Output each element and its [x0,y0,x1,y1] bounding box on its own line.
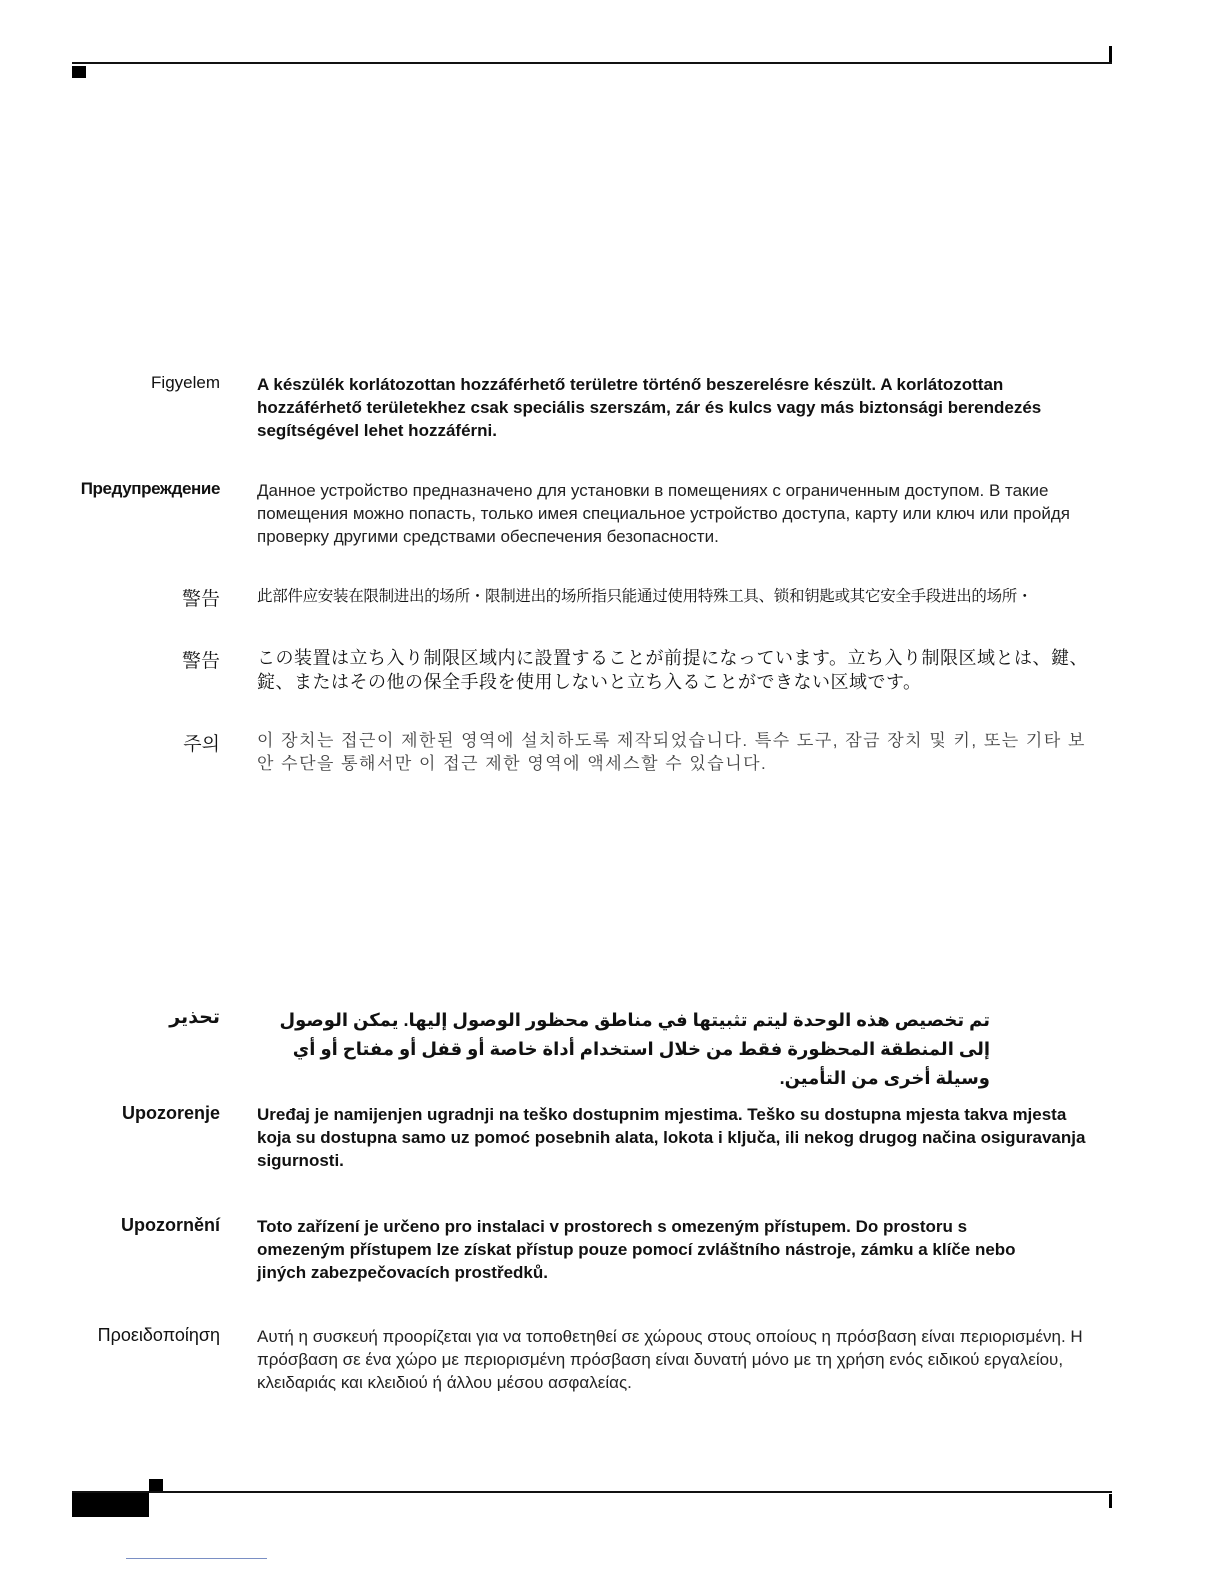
warning-text: 이 장치는 접근이 제한된 영역에 설치하도록 제작되었습니다. 특수 도구, 잠금 장치 및 키, 또는 기타 보안 수단을 통해서만 이 접근 제한 영역에 액세스할 수 있습니다. [257,731,1086,773]
warning-text: Uređaj je namijenjen ugradnji na teško dostupnim mjestima. Teško su dostupna mjesta takva mjesta koja su dostupna samo uz pomoć posebnih alata, lokota i ključa, ili nekog drugog načina osiguravanja sigurnosti. [257,1105,1086,1170]
warning-label: 警告 [181,651,220,672]
warning-text: Данное устройство предназначено для установки в помещениях с ограниченным доступом. В такие помещения можно попасть, только имея специальное устройство доступа, карту или ключ или пройдя проверку другими средствами обеспечения безопасности. [257,481,1070,546]
header-rule [72,62,1112,64]
warning-label: Figyelem [151,373,220,392]
warning-label: 주의 [183,734,220,755]
footer-link-underline [126,1558,267,1559]
warning-label: Προειδοποίηση [97,1325,220,1345]
warning-label: تحذير [169,1007,220,1028]
warning-label: Upozorenje [121,1103,220,1123]
warning-text: A készülék korlátozottan hozzáférhető területre történő beszerelésre készült. A korlátozottan hozzáférhető területekhez csak speciális szerszám, zár és kulcs vagy más biztonsági berendezés segítségével lehet hozzáférni. [257,375,1042,440]
footer-tick-mark [1109,1494,1112,1508]
warning-label: Предупреждение [80,479,220,498]
warning-label: Upozornění [121,1215,220,1235]
warning-text: 此部件应安装在限制进出的场所・限制进出的场所指只能通过使用特殊工具、锁和钥匙或其它安全手段进出的场所・ [257,588,1033,605]
header-marker [72,66,86,78]
warning-text: Αυτή η συσκευή προορίζεται για να τοποθετηθεί σε χώρους στους οποίους η πρόσβαση είναι περιορισμένη. Η πρόσβαση σε ένα χώρο με περιορισμένη πρόσβαση είναι δυνατή μόνο με τη χρήση ενός ειδικού εργαλείου, κλειδαριάς και κλειδιού ή άλλου μέσου ασφαλείας. [257,1327,1083,1392]
warning-label: 警告 [181,589,220,610]
warning-text: この装置は立ち入り制限区域内に設置することが前提になっています。立ち入り制限区域とは、鍵、錠、またはその他の保全手段を使用しないと立ち入ることができない区域です。 [257,648,1089,692]
warning-text: تم تخصيص هذه الوحدة ليتم تثبيتها في مناطق محظور الوصول إليها. يمكن الوصول إلى المنطقة المحظورة فقط من خلال استخدام أداة خاصة أو قفل أو مفتاح أو أي وسيلة أخرى من التأمين. [279,1010,990,1088]
footer-page-block [72,1493,149,1517]
footer-marker [149,1479,163,1491]
footer-rule [72,1491,1112,1493]
warning-text: Toto zařízení je určeno pro instalaci v prostorech s omezeným přístupem. Do prostoru s omezeným přístupem lze získat přístup pouze pomocí zvláštního nástroje, zámku a klíče nebo jiných zabezpečovacích prostředků. [257,1217,1016,1282]
